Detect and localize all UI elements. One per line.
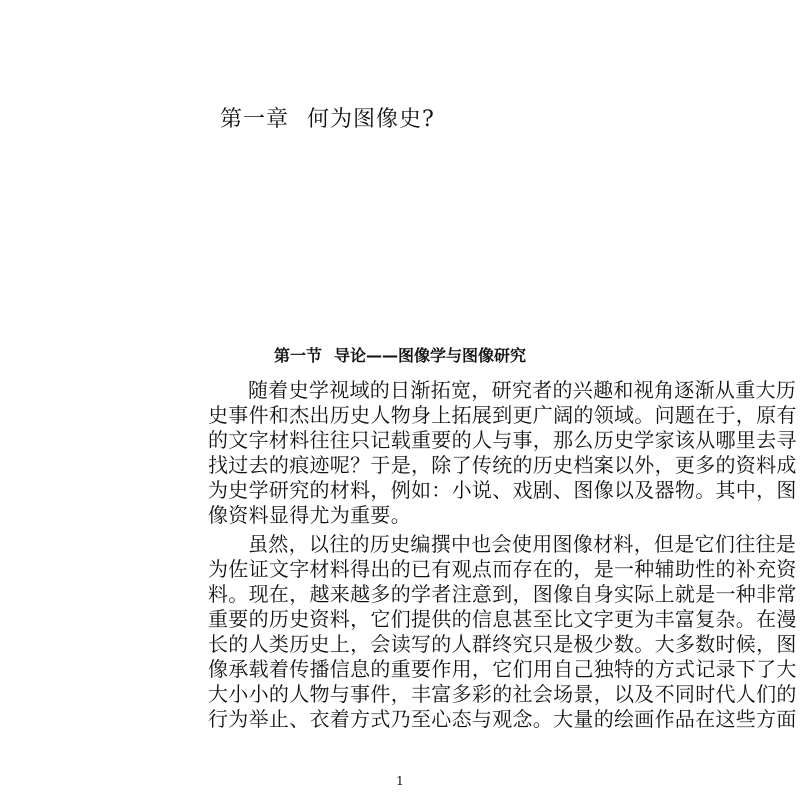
paragraph-1-line: 史事件和杰出历史人物身上拓展到更广阔的领域。问题在于，原有 — [208, 403, 797, 427]
paragraph-2-line: 为佐证文字材料得出的已有观点而存在的，是一种辅助性的补充资 — [208, 557, 797, 581]
paragraph-2-line: 重要的历史资料，它们提供的信息甚至比文字更为丰富复杂。在漫 — [208, 607, 797, 631]
paragraph-2-line: 虽然，以往的历史编撰中也会使用图像材料，但是它们往往是 — [248, 532, 797, 556]
chapter-number: 第一章 — [220, 107, 290, 132]
paragraph-1-line: 为史学研究的材料，例如：小说、戏剧、图像以及器物。其中，图 — [208, 478, 797, 502]
paragraph-1-line: 的文字材料往往只记载重要的人与事，那么历史学家该从哪里去寻 — [208, 428, 797, 452]
paragraph-2-line: 长的人类历史上，会读写的人群终究只是极少数。大多数时候，图 — [208, 632, 797, 656]
chapter-heading — [220, 102, 453, 133]
paragraph-2-line: 料。现在，越来越多的学者注意到，图像自身实际上就是一种非常 — [208, 582, 797, 606]
section-heading — [0, 343, 800, 366]
page-number: 1 — [396, 774, 404, 788]
paragraph-1-line: 随着史学视域的日渐拓宽，研究者的兴趣和视角逐渐从重大历 — [248, 378, 797, 402]
chapter-title: 何为图像史? — [307, 107, 435, 132]
paragraph-1-line: 像资料显得尤为重要。 — [208, 503, 411, 527]
paragraph-2-line: 行为举止、衣着方式乃至心态与观念。大量的绘画作品在这些方面 — [208, 707, 797, 731]
section-number: 第一节 — [273, 346, 322, 365]
paragraph-2-line: 像承载着传播信息的重要作用，它们用自己独特的方式记录下了大 — [208, 657, 797, 681]
paragraph-1-line: 找过去的痕迹呢？于是，除了传统的历史档案以外，更多的资料成 — [208, 453, 797, 477]
paragraph-2-line: 大小小的人物与事件，丰富多彩的社会场景，以及不同时代人们的 — [208, 682, 797, 706]
section-title: 导论——图像学与图像研究 — [334, 346, 527, 365]
